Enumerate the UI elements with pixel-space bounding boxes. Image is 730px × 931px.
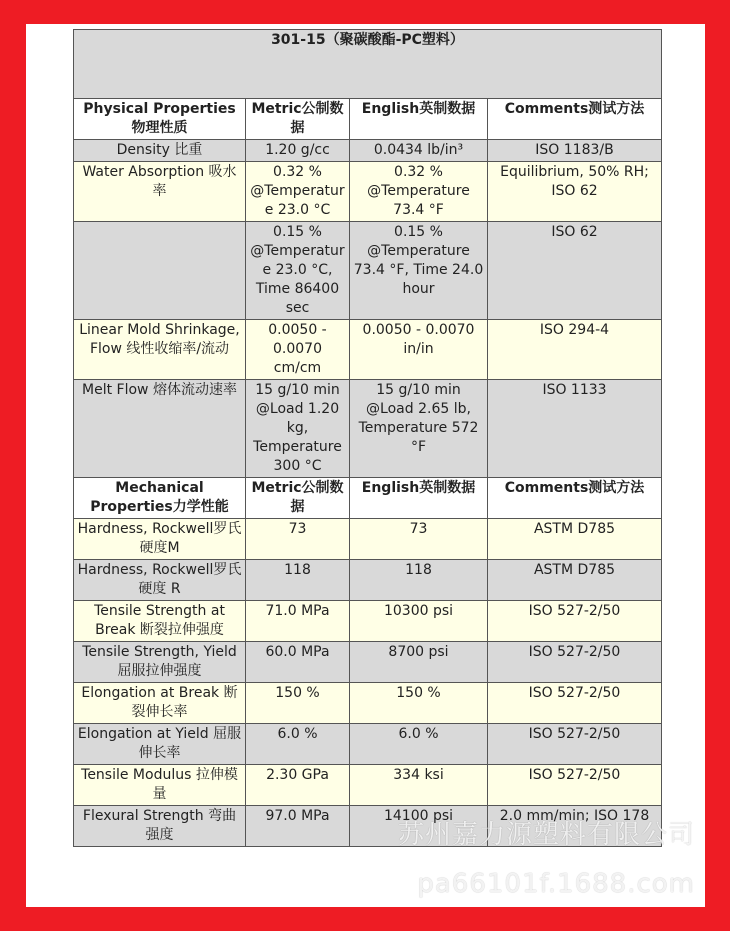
mechanical-rows bbox=[74, 519, 662, 847]
metric-cell: 15 g/10 min @Load 1.20 kg, Temperature 300 °C bbox=[246, 380, 350, 478]
metric-cell: 6.0 % bbox=[246, 724, 350, 765]
property-cell: Water Absorption 吸水率 bbox=[74, 162, 246, 222]
header-property: Physical Properties物理性质 bbox=[74, 99, 246, 140]
table-row bbox=[74, 222, 662, 320]
english-cell: 118 bbox=[350, 560, 488, 601]
table-title: 301-15（聚碳酸酯-PC塑料） bbox=[74, 30, 662, 99]
metric-cell: 60.0 MPa bbox=[246, 642, 350, 683]
property-table bbox=[73, 29, 662, 847]
metric-cell: 150 % bbox=[246, 683, 350, 724]
property-cell: Tensile Strength, Yield 屈服拉伸强度 bbox=[74, 642, 246, 683]
header-english: English英制数据 bbox=[350, 478, 488, 519]
comments-cell: ISO 527-2/50 bbox=[488, 642, 662, 683]
metric-cell: 2.30 GPa bbox=[246, 765, 350, 806]
document-sheet bbox=[26, 24, 705, 907]
metric-cell: 73 bbox=[246, 519, 350, 560]
table-row bbox=[74, 724, 662, 765]
comments-cell: Equilibrium, 50% RH; ISO 62 bbox=[488, 162, 662, 222]
property-cell: Melt Flow 熔体流动速率 bbox=[74, 380, 246, 478]
comments-cell: ASTM D785 bbox=[488, 560, 662, 601]
english-cell: 334 ksi bbox=[350, 765, 488, 806]
comments-cell: ISO 294-4 bbox=[488, 320, 662, 380]
table-row bbox=[74, 683, 662, 724]
table-row bbox=[74, 601, 662, 642]
physical-rows bbox=[74, 140, 662, 478]
header-comments: Comments测试方法 bbox=[488, 99, 662, 140]
comments-cell: ASTM D785 bbox=[488, 519, 662, 560]
table-row bbox=[74, 140, 662, 162]
header-metric: Metric公制数据 bbox=[246, 99, 350, 140]
header-metric: Metric公制数据 bbox=[246, 478, 350, 519]
property-cell: Tensile Strength at Break 断裂拉伸强度 bbox=[74, 601, 246, 642]
comments-cell: ISO 1133 bbox=[488, 380, 662, 478]
property-cell: Flexural Strength 弯曲强度 bbox=[74, 806, 246, 847]
english-cell: 8700 psi bbox=[350, 642, 488, 683]
english-cell: 10300 psi bbox=[350, 601, 488, 642]
table-row bbox=[74, 765, 662, 806]
header-property: Mechanical Properties力学性能 bbox=[74, 478, 246, 519]
english-cell: 150 % bbox=[350, 683, 488, 724]
metric-cell: 0.15 % @Temperature 23.0 °C, Time 86400 sec bbox=[246, 222, 350, 320]
english-cell: 0.0050 - 0.0070 in/in bbox=[350, 320, 488, 380]
metric-cell: 0.0050 - 0.0070 cm/cm bbox=[246, 320, 350, 380]
property-cell: Elongation at Break 断裂伸长率 bbox=[74, 683, 246, 724]
metric-cell: 118 bbox=[246, 560, 350, 601]
comments-cell: ISO 527-2/50 bbox=[488, 724, 662, 765]
comments-cell: 2.0 mm/min; ISO 178 bbox=[488, 806, 662, 847]
property-cell bbox=[74, 222, 246, 320]
english-cell: 6.0 % bbox=[350, 724, 488, 765]
english-cell: 15 g/10 min @Load 2.65 lb, Temperature 572 °F bbox=[350, 380, 488, 478]
watermark-company: 苏州嘉力源塑料有限公司 bbox=[397, 820, 695, 850]
comments-cell: ISO 527-2/50 bbox=[488, 601, 662, 642]
metric-cell: 1.20 g/cc bbox=[246, 140, 350, 162]
table-row bbox=[74, 320, 662, 380]
english-cell: 14100 psi bbox=[350, 806, 488, 847]
comments-cell: ISO 62 bbox=[488, 222, 662, 320]
mechanical-header-row bbox=[74, 478, 662, 519]
header-english: English英制数据 bbox=[350, 99, 488, 140]
table-row bbox=[74, 642, 662, 683]
english-cell: 73 bbox=[350, 519, 488, 560]
property-cell: Density 比重 bbox=[74, 140, 246, 162]
table-row bbox=[74, 380, 662, 478]
property-cell: Hardness, Rockwell罗氏硬度 R bbox=[74, 560, 246, 601]
metric-cell: 97.0 MPa bbox=[246, 806, 350, 847]
comments-cell: ISO 1183/B bbox=[488, 140, 662, 162]
property-cell: Elongation at Yield 屈服伸长率 bbox=[74, 724, 246, 765]
english-cell: 0.0434 lb/in³ bbox=[350, 140, 488, 162]
table-row bbox=[74, 162, 662, 222]
property-cell: Linear Mold Shrinkage, Flow 线性收缩率/流动 bbox=[74, 320, 246, 380]
physical-header-row bbox=[74, 99, 662, 140]
comments-cell: ISO 527-2/50 bbox=[488, 765, 662, 806]
header-comments: Comments测试方法 bbox=[488, 478, 662, 519]
property-cell: Tensile Modulus 拉伸模量 bbox=[74, 765, 246, 806]
table-row bbox=[74, 519, 662, 560]
english-cell: 0.32 % @Temperature 73.4 °F bbox=[350, 162, 488, 222]
metric-cell: 0.32 % @Temperature 23.0 °C bbox=[246, 162, 350, 222]
english-cell: 0.15 % @Temperature 73.4 °F, Time 24.0 hour bbox=[350, 222, 488, 320]
metric-cell: 71.0 MPa bbox=[246, 601, 350, 642]
watermark-shop: pa66101f.1688.com bbox=[417, 869, 695, 899]
property-cell: Hardness, Rockwell罗氏硬度M bbox=[74, 519, 246, 560]
comments-cell: ISO 527-2/50 bbox=[488, 683, 662, 724]
table-row bbox=[74, 560, 662, 601]
